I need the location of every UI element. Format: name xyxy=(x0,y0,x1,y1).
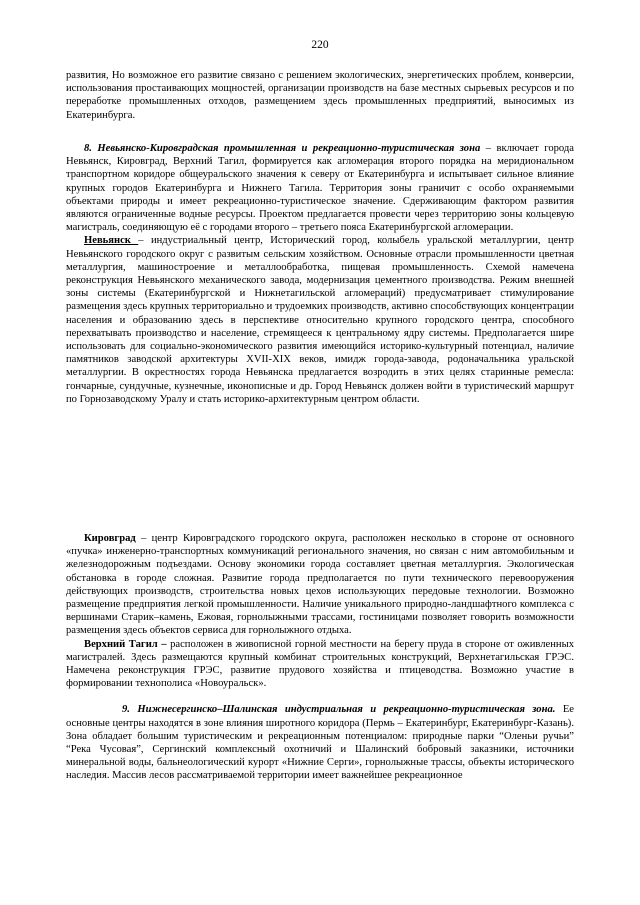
text-block-lower xyxy=(66,532,574,783)
section-9-text: Ее основные центры находятся в зоне влияния широтного коридора (Пермь – Екатеринбург, Екатеринбург-Казань). Зона обладает большим туристическим и рекреационным потенциалом: природные парки “Оленьи ручьи” “Река Чусовая”, Сергинский комплексный охотничий и Шалинский бобровый заказники, источники минеральной воды, бальнеологический курорт «Нижние Серги», горнолыжные трассы, объекты исторического наследия. Массив лесов рассматриваемой территории имеет важнейшее рекреационное xyxy=(66,704,574,782)
verkhny-tagil-text: расположен в живописной горной местности на берегу пруда в стороне от оживленных магистралей. Здесь размещаются крупный комбинат строительных конструкций, Верхнетагильская ГРЭС. Намечена реконструкция ГРЭС, развитие прудового хозяйства и птицеводства. Возможно участие в формировании технополиса «Новоуральск». xyxy=(66,638,574,690)
nevyansk-text: – индустриальный центр, Исторический город, колыбель уральской металлургии, центр Невьянского городского округ с развитым сельским хозяйством. Основные отрасли промышленности цветная металлургия, машиностроение и металлообработка, пищевая промышленность. Схемой намечена реконструкция Невьянского механического завода, модернизация цементного производства. Режим внешней зоны системы (Екатеринбургской и Нижнетагильской агломераций) предусматривает стимулирование размещения здесь крупных территориально и трудоемких производств, активно способствующих концентрации населения и образованию здесь в перспективе относительно крупного городского центра, способного перехватывать производство и население, стремящееся к центральному ядру системы. Предполагается шире использовать для социально-экономического развития имеющийся историко-культурный потенциал, наличие памятников заводской архитектуры XVII-XIX веков, имидж города-завода, родоначальника уральской металлургии. В окрестностях города Невьянска предлагается возродить в этих целях старинные ремесла: гончарные, сундучные, кузнечные, иконописные и др. Город Невьянск должен войти в туристический маршрут по Горнозаводскому Уралу и стать историко-архитектурным центром области. xyxy=(66,235,574,405)
verkhny-tagil-heading: Верхний Тагил – xyxy=(84,638,167,650)
nevyansk-heading: Невьянск xyxy=(84,235,139,247)
section-8-text: – включает города Невьянск, Кировград, Верхний Тагил, формируется как агломерация второго порядка на меридиональном транспортном коридоре общеуральского значения к северу от Екатеринбурга и испытывает сильное влияние крупных городов Екатеринбурга и Нижнего Тагила. Территория зоны граничит с особо охраняемыми объектами природы и имеет рекреационно-туристическое значение. Сдерживающим фактором развития являются ограниченные водные ресурсы. Проектом предлагается провести через территорию зоны кольцевую магистраль, соединяющую её с городами второго – третьего пояса Екатеринбургской агломерации. xyxy=(66,143,574,234)
page-number: 220 xyxy=(311,39,329,51)
paragraph-nevyansk xyxy=(66,234,574,406)
section-9 xyxy=(66,703,574,782)
kirovgrad-text: – центр Кировградского городского округа, расположен несколько в стороне от основного «пучка» инженерно-транспортных коммуникаций регионального значения, но связан с ним автомобильным и железнодорожным подъездами. Основу экономики города составляет цветная металлургия. Экологическая обстановка в городе сложная. Развитие города предполагается по пути технического перевооружения действующих производств, строительства новых цехов использующих передовые технологии. Возможно размещение предприятия легкой промышленности. Наличие уникального природно-ландшафтного комплекса с вершинами Старик–камень, Ежовая, горнолыжными трассами, гостиницами позволяет говорить возможности размещения здесь объектов сервиса для горнолыжного отдыха. xyxy=(66,533,574,637)
paragraph-gap xyxy=(66,690,574,703)
paragraph-intro: развития, Но возможное его развитие связано с решением экологических, энергетических проблем, конверсии, использования простаивающих мощностей, организации производств на базе местных сырьевых ресурсов и по переработке промышленных отходов, размещением здесь промышленных предприятий, выносимых из Екатеринбурга. xyxy=(66,70,574,121)
paragraph-verkhny-tagil xyxy=(66,638,574,691)
text-block-top xyxy=(66,69,574,122)
section-8 xyxy=(66,142,574,234)
section-9-title: 9. Нижнесергинско–Шалинская индустриальная и рекреационно-туристическая зона. xyxy=(122,704,556,716)
section-8-title: 8. Невьянско-Кировградская промышленная и рекреационно-туристическая зона xyxy=(84,143,481,154)
kirovgrad-heading: Кировград xyxy=(84,533,136,544)
text-block-main xyxy=(66,142,574,406)
paragraph-kirovgrad xyxy=(66,532,574,638)
